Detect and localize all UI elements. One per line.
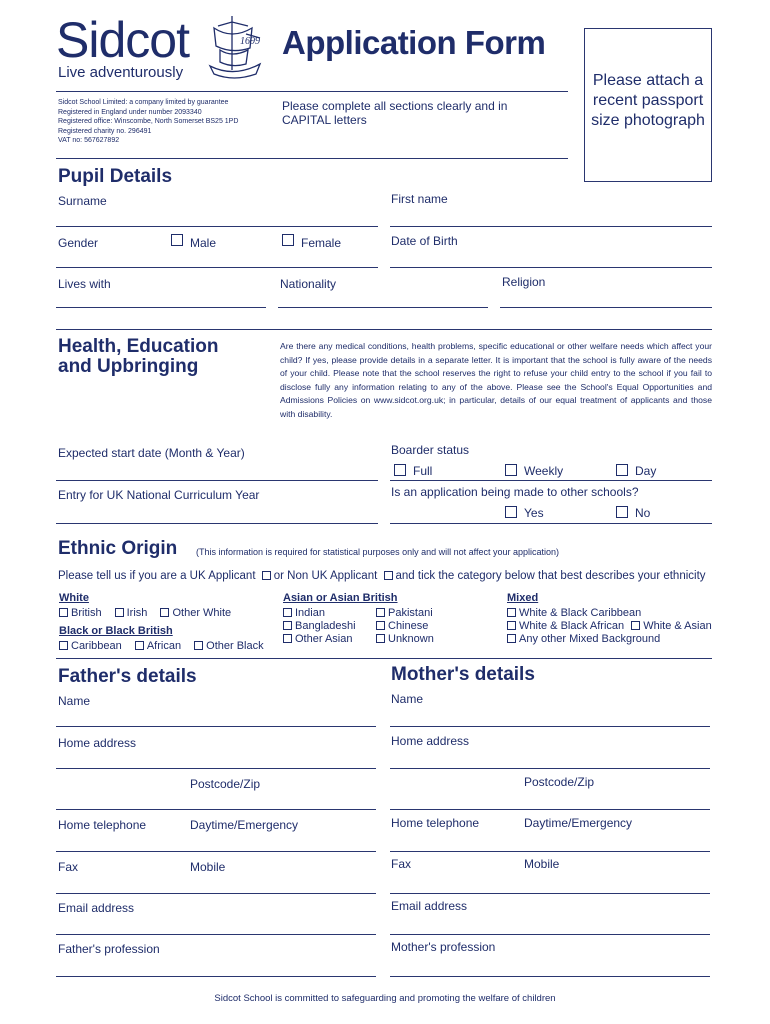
- african-checkbox[interactable]: [135, 641, 144, 650]
- black-title: Black or Black British: [59, 625, 173, 637]
- mother-fax-field[interactable]: [390, 893, 710, 894]
- lives-with-field[interactable]: [56, 307, 266, 308]
- other-schools-label: Is an application being made to other schools?: [391, 485, 639, 499]
- tagline: Live adventurously: [58, 64, 184, 81]
- day-checkbox[interactable]: [616, 464, 628, 476]
- other-asian-option: Other Asian: [283, 633, 352, 645]
- mother-home-tel-label: Home telephone: [391, 816, 480, 830]
- health-text: Are there any medical conditions, health problems, specific educational or other welfare needs which affect your child? If yes, please provide details in a separate letter. It is important that the school is fully aware of the needs of your child. Please note that the school reserves the right to refuse your child entry to the school if you fail to disclose fully any information relating to any of the above. Please see the School's Equal Opportunities and Admissions Policies on www.sidcot.org.uk; in particular, details of our equal treatment of applicants and those with disability.: [280, 341, 712, 419]
- header-rule-bottom: [56, 158, 568, 159]
- section-divider-parents: [56, 658, 712, 659]
- father-name-label: Name: [58, 694, 91, 708]
- instructions: Please complete all sections clearly and in CAPITAL letters: [282, 99, 508, 127]
- father-email-field[interactable]: [56, 934, 376, 935]
- form-title: Application Form: [282, 24, 546, 61]
- father-postcode-field[interactable]: [56, 809, 376, 810]
- boarder-line: [390, 480, 712, 481]
- mother-postcode-label: Postcode/Zip: [524, 775, 595, 789]
- day-label: Day: [635, 464, 657, 478]
- footer-text: Sidcot School is committed to safeguarding and promoting the welfare of children: [214, 993, 556, 1004]
- dob-label: Date of Birth: [391, 234, 458, 248]
- uk-applicant-checkbox[interactable]: [262, 571, 271, 580]
- black-options: Caribbean African Other Black: [59, 640, 264, 652]
- header-rule-top: [56, 91, 568, 92]
- dob-field[interactable]: [390, 267, 712, 268]
- yes-checkbox[interactable]: [505, 506, 517, 518]
- mother-email-label: Email address: [391, 899, 468, 913]
- school-logo: [56, 12, 271, 84]
- mother-heading: Mother's details: [391, 664, 535, 685]
- surname-field[interactable]: [56, 226, 378, 227]
- start-date-label: Expected start date (Month & Year): [58, 446, 245, 460]
- father-heading: Father's details: [58, 666, 197, 687]
- surname-label: Surname: [58, 194, 107, 208]
- first-name-field[interactable]: [390, 226, 712, 227]
- ship-logo-icon: [204, 12, 266, 84]
- mother-address-field[interactable]: [390, 768, 710, 769]
- mother-daytime-label: Daytime/Emergency: [524, 816, 633, 830]
- section-divider-health: [56, 329, 712, 330]
- weekly-checkbox[interactable]: [505, 464, 517, 476]
- curriculum-year-label: Entry for UK National Curriculum Year: [58, 488, 260, 502]
- female-checkbox[interactable]: [282, 234, 294, 246]
- father-email-label: Email address: [58, 901, 135, 915]
- full-checkbox[interactable]: [394, 464, 406, 476]
- bangladeshi-checkbox[interactable]: [283, 621, 292, 630]
- no-checkbox[interactable]: [616, 506, 628, 518]
- start-date-field[interactable]: [56, 480, 378, 481]
- logo-wordmark: Sidcot: [56, 12, 189, 68]
- logo-year: 1699: [240, 36, 260, 47]
- curriculum-year-field[interactable]: [56, 523, 378, 524]
- mixed-title: Mixed: [507, 592, 539, 604]
- chinese-option: Chinese: [376, 620, 428, 632]
- religion-field[interactable]: [500, 307, 712, 308]
- gender-label: Gender: [58, 236, 99, 250]
- chinese-checkbox[interactable]: [376, 621, 385, 630]
- mother-profession-label: Mother's profession: [391, 940, 496, 954]
- mother-name-field[interactable]: [390, 726, 710, 727]
- british-checkbox[interactable]: [59, 608, 68, 617]
- pupil-details-heading: Pupil Details: [58, 166, 173, 187]
- unknown-checkbox[interactable]: [376, 634, 385, 643]
- father-fax-label: Fax: [58, 860, 79, 874]
- father-name-field[interactable]: [56, 726, 376, 727]
- father-mobile-label: Mobile: [190, 860, 226, 874]
- white-options: British Irish Other White: [59, 607, 231, 619]
- mother-name-label: Name: [391, 692, 424, 706]
- mother-email-field[interactable]: [390, 934, 710, 935]
- no-label: No: [635, 506, 651, 520]
- other-white-checkbox[interactable]: [160, 608, 169, 617]
- father-profession-label: Father's profession: [58, 942, 160, 956]
- female-label: Female: [301, 236, 342, 250]
- health-heading-line1: Health, Education: [58, 336, 219, 357]
- mother-mobile-label: Mobile: [524, 857, 560, 871]
- photo-box[interactable]: [584, 28, 712, 182]
- father-daytime-label: Daytime/Emergency: [190, 818, 299, 832]
- ethnic-prompt: Please tell us if you are a UK Applicant or Non UK Applicant and tick the category below that best describes your ethnicity: [58, 570, 706, 582]
- boarder-status-label: Boarder status: [391, 443, 470, 457]
- gender-line: [56, 267, 378, 268]
- mixed-option-1: White & Black Caribbean: [507, 607, 641, 619]
- yes-label: Yes: [524, 506, 544, 520]
- mother-phone-field[interactable]: [390, 851, 710, 852]
- indian-checkbox[interactable]: [283, 608, 292, 617]
- mother-postcode-field[interactable]: [390, 809, 710, 810]
- mother-profession-field[interactable]: [390, 976, 710, 977]
- white-title: White: [59, 592, 89, 604]
- any-other-mixed-checkbox[interactable]: [507, 634, 516, 643]
- caribbean-checkbox[interactable]: [59, 641, 68, 650]
- health-heading-line2: and Upbringing: [58, 356, 199, 377]
- male-label: Male: [190, 236, 217, 250]
- pakistani-checkbox[interactable]: [376, 608, 385, 617]
- other-black-checkbox[interactable]: [194, 641, 203, 650]
- asian-title: Asian or Asian British: [283, 592, 398, 604]
- mixed-option-2: White & Black African White & Asian: [507, 620, 712, 632]
- father-address-label: Home address: [58, 736, 137, 750]
- ethnic-note: (This information is required for statistical purposes only and will not affect your application): [196, 547, 560, 557]
- weekly-label: Weekly: [524, 464, 564, 478]
- nationality-label: Nationality: [280, 277, 337, 291]
- father-address-field[interactable]: [56, 768, 376, 769]
- company-info: Sidcot School Limited: a company limited by guarantee Registered in England under number 2093340 Registered office: Winscombe, North Somerset BS25 1PD Registered charity no. 296491 VAT no: 567627892: [58, 99, 239, 145]
- white-black-african-checkbox[interactable]: [507, 621, 516, 630]
- father-home-tel-label: Home telephone: [58, 818, 147, 832]
- mother-fax-label: Fax: [391, 857, 412, 871]
- other-schools-line: [390, 523, 712, 524]
- father-phone-field[interactable]: [56, 851, 376, 852]
- white-asian-checkbox[interactable]: [631, 621, 640, 630]
- first-name-label: First name: [391, 192, 448, 206]
- bangladeshi-option: Bangladeshi: [283, 620, 356, 632]
- full-label: Full: [413, 464, 433, 478]
- lives-with-label: Lives with: [58, 277, 111, 291]
- white-black-caribbean-checkbox[interactable]: [507, 608, 516, 617]
- mother-address-label: Home address: [391, 734, 470, 748]
- irish-checkbox[interactable]: [115, 608, 124, 617]
- mixed-option-4: Any other Mixed Background: [507, 633, 660, 645]
- indian-option: Indian: [283, 607, 325, 619]
- father-profession-field[interactable]: [56, 976, 376, 977]
- male-checkbox[interactable]: [171, 234, 183, 246]
- non-uk-applicant-checkbox[interactable]: [384, 571, 393, 580]
- pakistani-option: Pakistani: [376, 607, 433, 619]
- nationality-field[interactable]: [278, 307, 488, 308]
- religion-label: Religion: [502, 275, 546, 289]
- unknown-option: Unknown: [376, 633, 434, 645]
- father-postcode-label: Postcode/Zip: [190, 777, 261, 791]
- other-asian-checkbox[interactable]: [283, 634, 292, 643]
- photo-box-text: Please attach a recent passport size photograph: [591, 72, 705, 129]
- ethnic-heading: Ethnic Origin: [58, 538, 178, 559]
- father-fax-field[interactable]: [56, 893, 376, 894]
